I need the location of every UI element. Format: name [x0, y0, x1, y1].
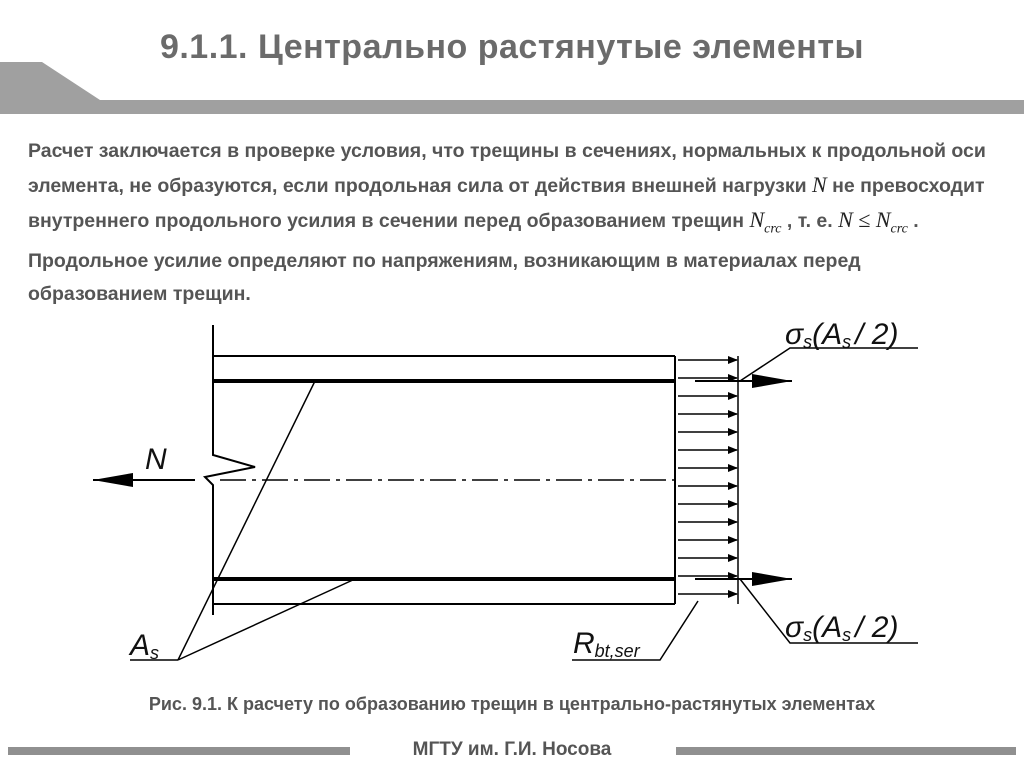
description-paragraph [28, 135, 998, 311]
slide-title: 9.1.1. Центрально растянутые элементы [159, 28, 865, 66]
tension-element-diagram [0, 315, 1024, 675]
force-label-n: N [145, 443, 167, 476]
sigma-bottom-label: σs(As / 2) [785, 611, 899, 645]
paragraph-text-3: , т. е. [781, 210, 839, 232]
as-label: As [130, 629, 160, 663]
var-n: N [812, 172, 827, 197]
var-ncrc: $N_{crc}$ [749, 207, 782, 237]
footer-text: МГТУ им. Г.И. Носова [412, 739, 612, 760]
inequality: $N \le N_{crc}$ [838, 207, 908, 237]
paragraph-text-1: Расчет заключается в проверке условия, что трещины в сечениях, нормальных к продольной оси элемента, не образуются, если продольная сила от действия внешней нагрузки [28, 140, 986, 197]
element-body [205, 325, 680, 615]
rebar-force-arrows [695, 381, 792, 579]
stress-arrows [678, 356, 738, 604]
paragraph-text-4: . Продольное усилие определяют по напряжениям, возникающим в материалах перед образованием трещин. [28, 210, 919, 306]
figure-caption: Рис. 9.1. К расчету по образованию трещин в центрально-растянутых элементах [148, 694, 876, 714]
rbt-ser-label: Rbt,ser [573, 627, 640, 661]
header-decoration [0, 60, 1024, 120]
sigma-top-label: σs(As / 2) [785, 318, 899, 352]
paragraph-text-2: не превосходит внутреннего продольного усилия в сечении перед образованием трещин [28, 175, 985, 232]
